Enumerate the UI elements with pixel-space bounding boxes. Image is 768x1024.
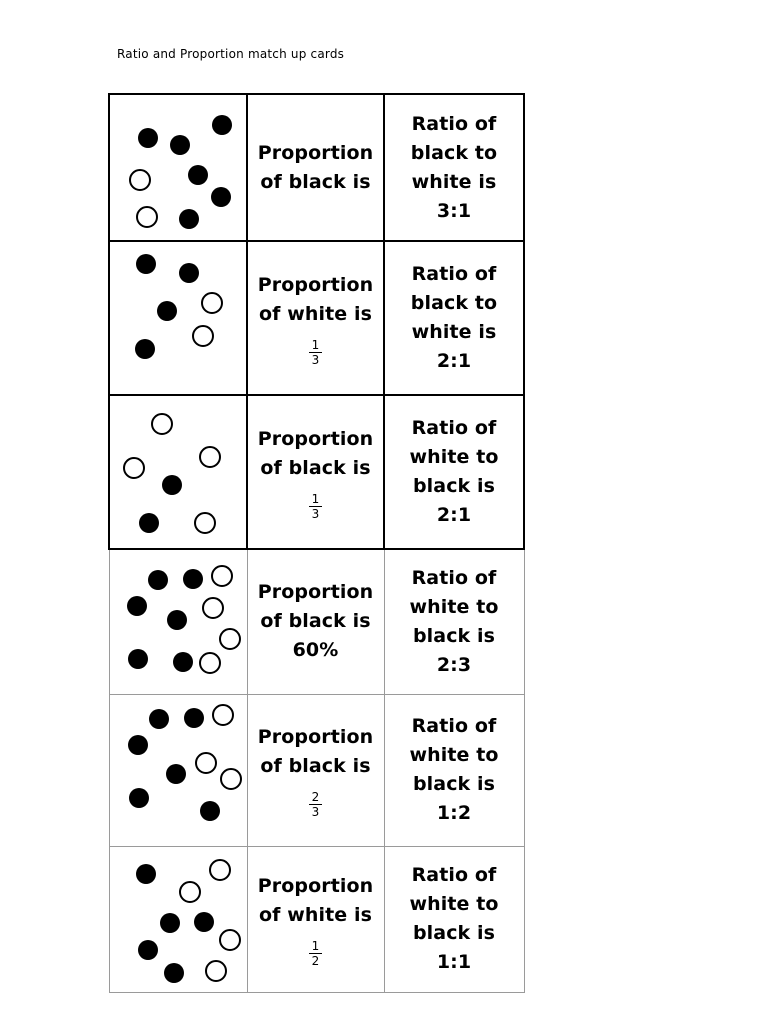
black-dot <box>127 596 147 616</box>
ratio-second-term: black is <box>412 475 496 497</box>
dot-diagram-cell <box>109 549 247 694</box>
ratio-first-term: white to <box>409 595 499 618</box>
black-dot <box>179 209 199 229</box>
fraction-value <box>309 337 322 367</box>
white-dot <box>210 860 230 880</box>
ratio-label: Ratio of <box>411 112 497 135</box>
black-dot <box>170 135 190 155</box>
proportion-label: Proportion <box>257 725 374 748</box>
proportion-label: Proportion <box>257 874 374 897</box>
black-dot <box>162 475 182 495</box>
ratio-second-term: black is <box>412 922 496 944</box>
black-dot <box>200 801 220 821</box>
dot-diagram-cell <box>109 846 247 992</box>
fraction-denominator: 3 <box>311 506 320 521</box>
white-dot <box>130 170 150 190</box>
ratio-card <box>384 241 524 395</box>
proportion-card <box>247 395 384 549</box>
ratio-second-term: white is <box>411 170 497 193</box>
ratio-value: 2:3 <box>436 653 472 676</box>
proportion-card <box>247 694 384 846</box>
black-dot <box>136 254 156 274</box>
black-dot <box>212 115 232 135</box>
black-dot <box>183 569 203 589</box>
dot-diagram <box>110 550 246 693</box>
black-dot <box>173 652 193 672</box>
proportion-label: Proportion <box>257 141 374 164</box>
proportion-subject: of white is <box>258 903 373 926</box>
dot-diagram-cell <box>109 241 247 395</box>
proportion-card <box>247 549 384 694</box>
black-dot <box>164 963 184 983</box>
black-dot <box>166 764 186 784</box>
ratio-label: Ratio of <box>411 566 497 589</box>
dot-diagram <box>110 847 246 991</box>
fraction-denominator: 2 <box>311 953 320 968</box>
ratio-second-term: white is <box>411 321 497 343</box>
black-dot <box>138 128 158 148</box>
black-dot <box>139 513 159 533</box>
fraction-numerator: 1 <box>311 938 320 953</box>
dot-diagram-cell <box>109 694 247 846</box>
black-dot <box>135 339 155 359</box>
card-row <box>109 694 524 846</box>
ratio-label: Ratio of <box>411 864 497 886</box>
document-title: Ratio and Proportion match up cards <box>117 47 345 61</box>
black-dot <box>128 735 148 755</box>
ratio-value: 3:1 <box>436 199 472 222</box>
proportion-label: Proportion <box>257 427 374 450</box>
black-dot <box>167 610 187 630</box>
ratio-second-term: black is <box>412 624 496 647</box>
white-dot <box>206 961 226 981</box>
ratio-first-term: black to <box>410 292 498 314</box>
black-dot <box>157 301 177 321</box>
white-dot <box>220 930 240 950</box>
black-dot <box>129 788 149 808</box>
proportion-subject: of white is <box>258 302 373 325</box>
white-dot <box>200 653 220 673</box>
white-dot <box>124 458 144 478</box>
fraction-numerator: 1 <box>311 337 320 352</box>
white-dot <box>200 447 220 467</box>
white-dot <box>196 753 216 773</box>
black-dot <box>136 864 156 884</box>
fraction-value <box>309 491 322 521</box>
black-dot <box>211 187 231 207</box>
black-dot <box>149 709 169 729</box>
white-dot <box>152 414 172 434</box>
ratio-card <box>384 846 524 992</box>
ratio-value: 1:1 <box>436 951 472 973</box>
ratio-second-term: black is <box>412 773 496 795</box>
black-dot <box>128 649 148 669</box>
fraction-numerator: 1 <box>311 491 320 506</box>
white-dot <box>221 769 241 789</box>
ratio-first-term: white to <box>409 744 499 766</box>
black-dot <box>148 570 168 590</box>
card-row <box>109 395 524 549</box>
white-dot <box>203 598 223 618</box>
card-row <box>109 94 524 241</box>
fraction-value <box>309 789 322 819</box>
black-dot <box>184 708 204 728</box>
black-dot <box>179 263 199 283</box>
black-dot <box>194 912 214 932</box>
white-dot <box>202 293 222 313</box>
proportion-subject: of black is <box>260 610 371 633</box>
card-row <box>109 241 524 395</box>
match-up-card-table <box>108 93 525 993</box>
ratio-card <box>384 694 524 846</box>
ratio-first-term: black to <box>410 141 498 164</box>
proportion-label: Proportion <box>257 581 374 604</box>
ratio-label: Ratio of <box>411 417 497 439</box>
ratio-card <box>384 94 524 241</box>
white-dot <box>220 629 240 649</box>
ratio-value: 1:2 <box>436 802 472 824</box>
white-dot <box>180 882 200 902</box>
dot-diagram-cell <box>109 395 247 549</box>
ratio-first-term: white to <box>409 446 499 468</box>
proportion-subject: of black is <box>260 456 371 479</box>
proportion-subject: of black is <box>260 170 371 193</box>
proportion-subject: of black is <box>260 754 371 777</box>
ratio-value: 2:1 <box>436 350 472 372</box>
ratio-card <box>384 395 524 549</box>
black-dot <box>138 940 158 960</box>
dot-diagram <box>110 96 244 239</box>
white-dot <box>195 513 215 533</box>
card-row <box>109 846 524 992</box>
dot-diagram <box>110 243 244 393</box>
dot-diagram <box>110 397 244 547</box>
card-row <box>109 549 524 694</box>
dot-diagram-cell <box>109 94 247 241</box>
proportion-card <box>247 94 384 241</box>
white-dot <box>137 207 157 227</box>
fraction-denominator: 3 <box>311 352 320 367</box>
white-dot <box>213 705 233 725</box>
fraction-value <box>309 938 322 968</box>
black-dot <box>188 165 208 185</box>
proportion-value: 60% <box>292 639 339 662</box>
ratio-label: Ratio of <box>411 263 497 285</box>
white-dot <box>193 326 213 346</box>
dot-diagram <box>110 695 246 845</box>
ratio-label: Ratio of <box>411 715 497 737</box>
fraction-denominator: 3 <box>311 804 320 819</box>
ratio-value: 2:1 <box>436 504 472 526</box>
proportion-label: Proportion <box>257 273 374 296</box>
proportion-card <box>247 241 384 395</box>
white-dot <box>212 566 232 586</box>
black-dot <box>160 913 180 933</box>
proportion-card <box>247 846 384 992</box>
fraction-numerator: 2 <box>311 789 320 804</box>
ratio-card <box>384 549 524 694</box>
ratio-first-term: white to <box>409 893 499 915</box>
